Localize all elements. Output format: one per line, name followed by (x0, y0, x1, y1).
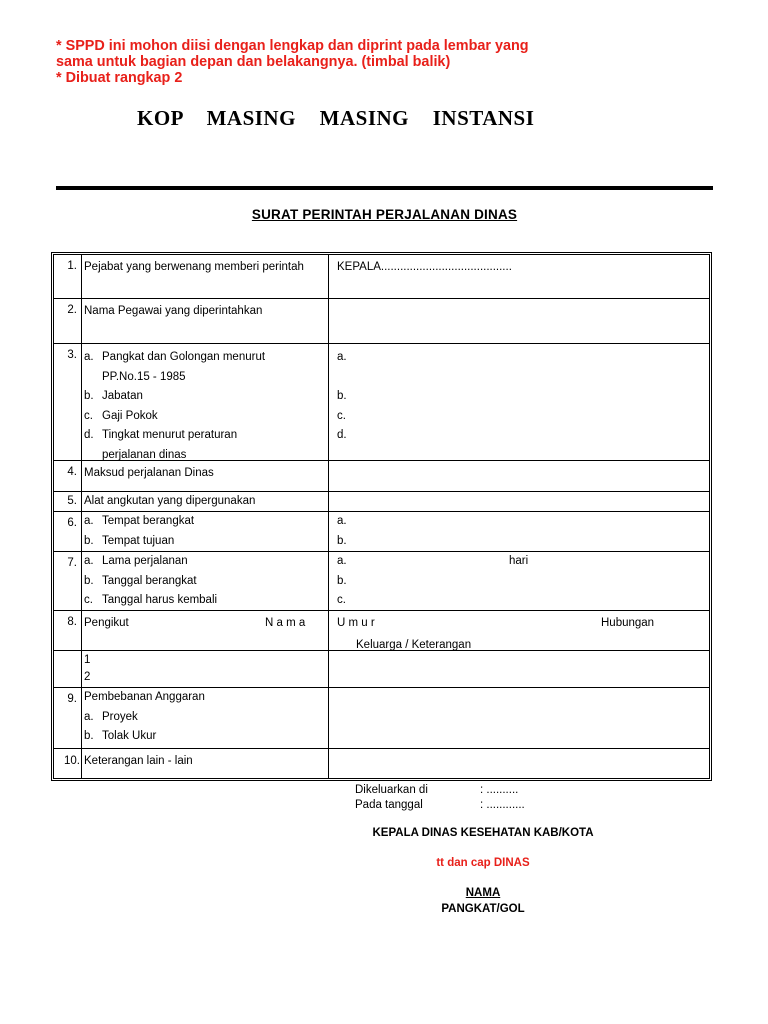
signatory-title: KEPALA DINAS KESEHATAN KAB/KOTA (372, 827, 594, 839)
form-row-7 (54, 552, 709, 611)
row-number: 9. (54, 688, 82, 748)
trip-purpose-field[interactable] (329, 461, 709, 491)
row-label: a. Tempat berangkat b. Tempat tujuan (82, 512, 329, 551)
companion-name-header: N a m a (265, 617, 306, 629)
form-row-6 (54, 512, 709, 552)
row-number: 2. (54, 299, 82, 343)
transport-field[interactable] (329, 492, 709, 511)
notice-line-2: sama untuk bagian depan dan belakangnya. (timbal balik) (56, 54, 451, 70)
companion-numbers (82, 651, 329, 687)
return-date-label: Tanggal harus kembali (102, 594, 218, 607)
return-date-field[interactable]: c. (337, 594, 346, 607)
travel-level-label-cont: perjalanan dinas (102, 448, 187, 461)
form-row-9 (54, 688, 709, 749)
trip-duration-label: Lama perjalanan (102, 555, 188, 567)
row-number: 1. (54, 255, 82, 298)
notice-line-1: * SPPD ini mohon diisi dengan lengkap dan diprint pada lembar yang (56, 38, 529, 54)
relationship-header: Hubungan (601, 617, 655, 629)
companion-fields[interactable] (329, 651, 709, 687)
other-notes-label: Keterangan lain - lain (84, 755, 193, 767)
employee-name-field[interactable] (329, 299, 709, 343)
trip-purpose-label: Maksud perjalanan Dinas (84, 467, 214, 479)
rank-position-fields[interactable] (329, 344, 709, 460)
date-fields[interactable] (329, 552, 709, 610)
employee-name-label: Nama Pegawai yang diperintahkan (84, 305, 263, 317)
rank-regulation: PP.No.15 - 1985 (102, 370, 186, 383)
row-number: 3. (54, 344, 82, 460)
base-salary-label: Gaji Pokok (102, 409, 158, 422)
form-row-10 (54, 749, 709, 778)
authorizing-official-label: Pejabat yang berwenang memberi perintah (84, 261, 304, 273)
form-row-3 (54, 344, 709, 461)
rank-label: Pangkat dan Golongan menurut (102, 351, 266, 363)
row-number: 10. (54, 749, 82, 778)
letterhead-placeholder: KOP MASING MASING INSTANSI (137, 106, 535, 130)
form-row-2 (54, 299, 709, 344)
instruction-notice (56, 38, 696, 86)
age-header: U m u r (337, 617, 375, 629)
days-unit: hari (509, 555, 529, 567)
companion-1: 1 (84, 654, 91, 666)
letterhead-divider (56, 186, 713, 190)
budget-label: Pembebanan Anggaran (84, 691, 205, 703)
row-label: a. Lama perjalanan b. Tanggal berangkat c. Tanggal harus kembali (82, 552, 329, 610)
position-label: Jabatan (102, 390, 143, 403)
form-row-4 (54, 461, 709, 492)
row-number: 8. (54, 611, 82, 650)
row-label (82, 749, 329, 778)
authorizing-official-value: KEPALA......................................... (337, 261, 512, 273)
row-label: Pembebanan Anggaran a. Proyek b. Tolak Ukur (82, 688, 329, 748)
departure-place-field[interactable]: a. (337, 515, 347, 527)
row-number: 5. (54, 492, 82, 511)
signature-stamp-placeholder: tt dan cap DINAS (436, 857, 530, 869)
rank-field[interactable]: a. (337, 351, 347, 363)
row-number: 4. (54, 461, 82, 491)
place-fields[interactable] (329, 512, 709, 551)
destination-label: Tempat tujuan (102, 534, 175, 547)
issued-at-line (355, 784, 519, 796)
document-title: SURAT PERINTAH PERJALANAN DINAS (251, 207, 518, 222)
travel-level-label: Tingkat menurut peraturan (102, 429, 238, 442)
trip-duration-field[interactable]: a. hari (337, 552, 709, 572)
form-row-8 (54, 611, 709, 651)
row-number: 7. (54, 552, 82, 610)
row-number: 6. (54, 512, 82, 551)
issued-at-label: Dikeluarkan di (355, 784, 428, 796)
row-label (82, 299, 329, 343)
row-number (54, 651, 82, 687)
row-label (82, 492, 329, 511)
departure-place-label: Tempat berangkat (102, 515, 195, 527)
project-label: Proyek (102, 710, 138, 723)
companion-header (329, 611, 709, 650)
authorizing-official-field[interactable] (329, 255, 709, 298)
issued-date-value[interactable]: : ............ (480, 799, 525, 811)
issued-at-value[interactable]: : .......... (480, 784, 519, 796)
travel-level-field[interactable]: d. (337, 429, 347, 442)
signatory-rank: PANGKAT/GOL (441, 903, 525, 915)
departure-date-label: Tanggal berangkat (102, 574, 197, 587)
signatory-name: NAMA (465, 887, 501, 899)
destination-field[interactable]: b. (337, 534, 347, 547)
row-label: a. Pangkat dan Golongan menurut PP.No.15 - 1985 b. Jabatan c. Gaji Pokok d. Tingkat menurut peraturan perjalanan dinas (82, 344, 329, 460)
row-label (82, 461, 329, 491)
row-label (82, 255, 329, 298)
row-label (82, 611, 329, 650)
base-salary-field[interactable]: c. (337, 409, 346, 422)
issued-date-line (355, 799, 525, 811)
transport-label: Alat angkutan yang dipergunakan (84, 495, 256, 507)
departure-date-field[interactable]: b. (337, 574, 347, 587)
form-row-1 (54, 255, 709, 299)
budget-fields[interactable] (329, 688, 709, 748)
relationship-header-cont: Keluarga / Keterangan (356, 639, 472, 651)
sppd-form-table (51, 252, 712, 781)
companion-label: Pengikut (84, 617, 129, 629)
position-field[interactable]: b. (337, 390, 347, 403)
benchmark-label: Tolak Ukur (102, 730, 157, 743)
issued-date-label: Pada tanggal (355, 799, 423, 811)
other-notes-field[interactable] (329, 749, 709, 778)
form-row-5 (54, 492, 709, 512)
companion-list-row (54, 651, 709, 688)
notice-line-3: * Dibuat rangkap 2 (56, 70, 183, 86)
companion-2: 2 (84, 671, 91, 683)
